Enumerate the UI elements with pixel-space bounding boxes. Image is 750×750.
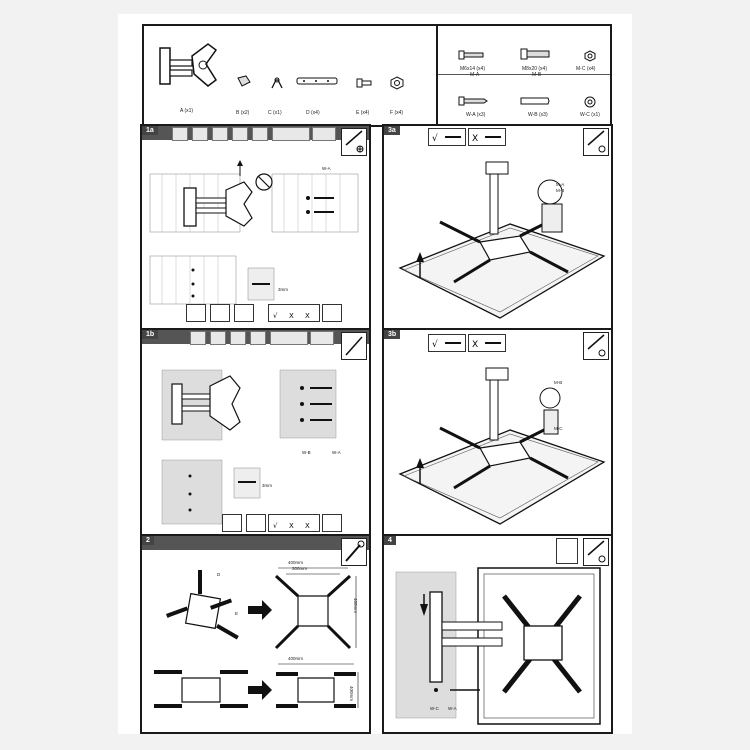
label-3mm-1a: 3mm	[278, 287, 288, 292]
part-e-screw	[356, 78, 372, 88]
check-bolt-icon	[428, 128, 466, 146]
step-1b-number: 1b	[142, 330, 158, 339]
step-1a-number: 1a	[142, 126, 158, 135]
pencil-icon	[232, 127, 248, 141]
svg-text:X: X	[289, 312, 294, 320]
drill-icon	[172, 127, 188, 141]
parts-list	[142, 24, 612, 127]
check-bolt-icon	[428, 334, 466, 352]
wood-wall-illustration	[148, 160, 362, 320]
svg-text:√: √	[273, 312, 278, 320]
wall-icon	[192, 127, 208, 141]
label-d-top: D	[217, 572, 221, 577]
part-c-wrench	[270, 76, 284, 90]
step-1a-panel	[140, 124, 371, 332]
step-4-number: 4	[384, 536, 396, 545]
cross-bolt-icon	[468, 128, 506, 146]
dim-400-bottom-vertical: 400mm	[349, 686, 354, 702]
step-4-panel	[382, 534, 613, 734]
ma-code: M-A	[470, 72, 480, 78]
dim-400-vertical: 400mm	[353, 598, 358, 614]
label-wb-1b: W-B	[302, 450, 311, 455]
anchor-wb-icon	[520, 96, 550, 106]
label-e-top: E	[235, 611, 239, 616]
step-2-number: 2	[142, 536, 154, 545]
part-e-label: E (x4)	[356, 110, 370, 116]
part-c-label: C (x1)	[268, 110, 282, 116]
dim-300-top: 300mm	[292, 566, 308, 571]
part-a-label: A (x1)	[180, 108, 194, 114]
wall-icon	[222, 514, 242, 532]
step-3a-panel	[382, 124, 613, 332]
label-wa-1a: W-A	[322, 166, 331, 171]
step-1b-panel	[140, 328, 371, 538]
svg-text:√: √	[432, 340, 438, 350]
anchor-check-icon	[268, 304, 320, 322]
wc-label: W-C (x1)	[580, 112, 600, 118]
step-2-panel	[140, 534, 371, 734]
svg-text:X: X	[472, 134, 479, 144]
part-f-nut	[390, 76, 404, 90]
label-3mm-1b: 3mm	[262, 483, 272, 488]
manual-sheet	[118, 14, 632, 734]
wa-label: W-A (x3)	[466, 112, 486, 118]
label-wa-4: W-A	[448, 706, 457, 711]
cross-bolt-icon	[468, 334, 506, 352]
level-icon	[310, 331, 334, 345]
svg-text:√: √	[273, 522, 278, 530]
screwdriver-icon	[341, 128, 367, 156]
svg-text:X: X	[305, 522, 310, 530]
dim-400-top: 400mm	[288, 560, 304, 565]
screwdriver-icon	[583, 332, 609, 360]
svg-text:X: X	[472, 340, 479, 350]
label-wa-1b: W-A	[332, 450, 341, 455]
screw-ma-icon	[458, 50, 484, 60]
mc-label: M-C (x4)	[576, 66, 596, 72]
wall-icon	[252, 127, 268, 141]
step-3a-number: 3a	[384, 126, 400, 135]
step-3b-panel	[382, 328, 613, 538]
screw-mb-icon	[520, 48, 550, 60]
part-f-label: F (x4)	[390, 110, 404, 116]
tv-attach-illustration	[390, 152, 604, 328]
dim-400-bottom: 400mm	[288, 656, 304, 661]
label-ma-3a: M-A	[556, 182, 565, 187]
drill-icon	[322, 514, 342, 532]
bracket-assembly-illustration	[148, 566, 362, 726]
part-a-mount	[158, 40, 218, 90]
pencil-icon	[230, 331, 246, 345]
tv-hang-illustration	[394, 566, 604, 726]
label-f-top: F	[168, 614, 171, 619]
washer-mc-icon	[584, 50, 596, 62]
wb-label: W-B (x3)	[528, 112, 548, 118]
wall-icon	[212, 127, 228, 141]
anchor-check-icon	[268, 514, 320, 532]
part-d-extension	[296, 76, 338, 86]
mb-size: M8x20 (x4)	[522, 66, 548, 72]
svg-text:X: X	[305, 312, 310, 320]
screwdriver-icon	[312, 127, 336, 141]
drill-icon	[246, 514, 266, 532]
screwdriver-icon	[234, 304, 254, 322]
svg-text:X: X	[289, 522, 294, 530]
wall-icon	[186, 304, 206, 322]
label-wc-4: W-C	[430, 706, 439, 711]
two-people-icon	[556, 538, 578, 564]
wall-icon	[190, 331, 206, 345]
screwdriver-icon	[341, 332, 367, 360]
ma-size: M6x14 (x4)	[460, 66, 486, 72]
screw-wa-icon	[458, 96, 488, 106]
part-b-spacer	[236, 74, 252, 88]
drill-icon	[270, 331, 308, 345]
concrete-wall-illustration	[152, 364, 362, 529]
screwdriver-icon	[583, 538, 609, 566]
label-mb-3b: M-B	[554, 380, 563, 385]
tv-attach-spacer-illustration	[390, 358, 604, 534]
svg-text:√: √	[432, 134, 438, 144]
label-mc-3b: M-C	[554, 426, 563, 431]
step-3b-number: 3b	[384, 330, 400, 339]
drill-icon	[210, 304, 230, 322]
mb-code: M-B	[532, 72, 542, 78]
label-mb-3a: M-B	[556, 188, 565, 193]
wall-icon	[250, 331, 266, 345]
part-d-label: D (x4)	[306, 110, 320, 116]
drill-icon	[322, 304, 342, 322]
part-b-label: B (x2)	[236, 110, 250, 116]
wrench-icon	[341, 538, 367, 566]
drill-icon	[272, 127, 310, 141]
washer-wc-icon	[584, 96, 596, 108]
wall-icon	[210, 331, 226, 345]
